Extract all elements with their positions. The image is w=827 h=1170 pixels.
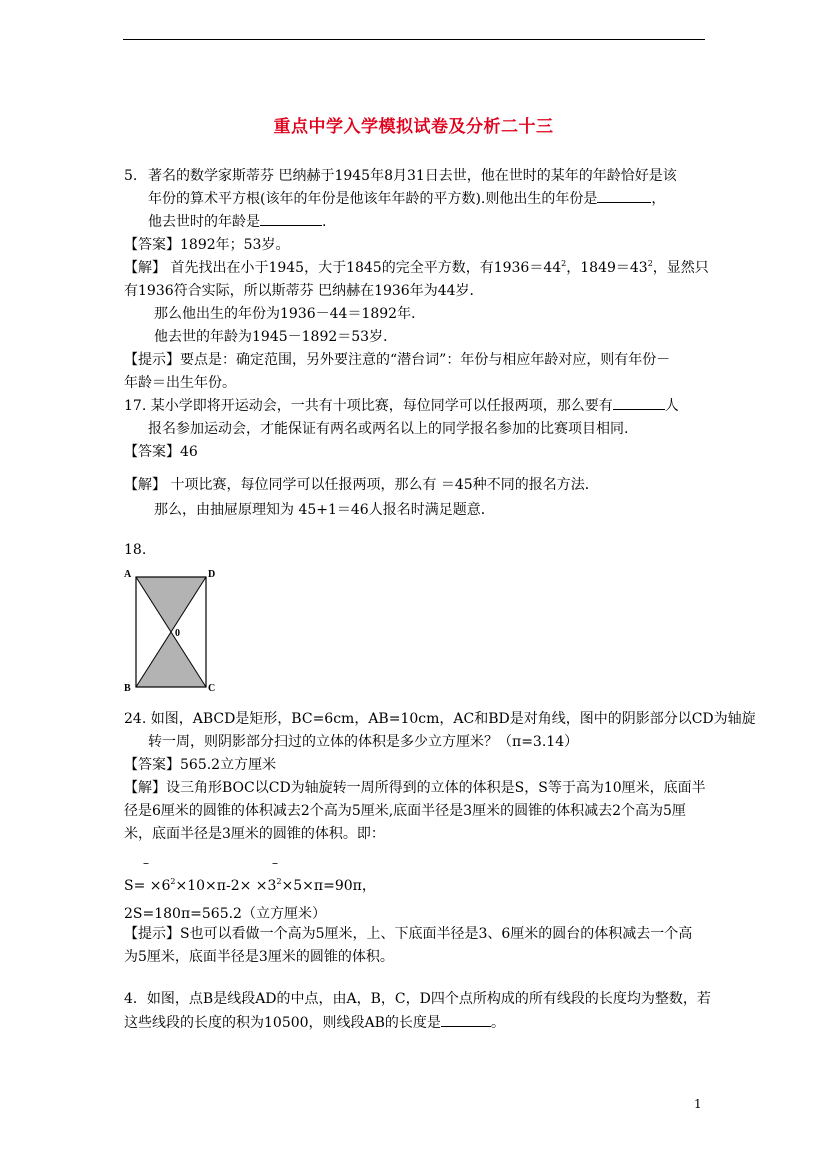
q17-answer: 【答案】46 bbox=[124, 444, 198, 460]
q5-line2-end: ， bbox=[651, 191, 666, 207]
q5-solution-label: 【解】 bbox=[124, 260, 166, 276]
shaded-triangle-top bbox=[136, 577, 206, 632]
shaded-triangle-bottom bbox=[136, 632, 206, 687]
q5-line2 bbox=[148, 190, 665, 208]
q24-solution-line3: 米，底面半径是3厘米的圆锥的体积。即： bbox=[124, 826, 385, 842]
q24-solution-line1: 【解】设三角形BOC以CD为轴旋转一周所得到的立体的体积是S，S等于高为10厘米，底面半 bbox=[124, 780, 706, 796]
q24-solution-line2: 径是6厘米的圆锥的体积减去2个高为5厘米,底面半径是3厘米的圆锥的体积减去2个高为5厘 bbox=[124, 803, 686, 819]
q5-solution-line4: 他去世的年龄为1945－1892＝53岁． bbox=[154, 329, 398, 345]
q5-blank-birth-year bbox=[597, 190, 651, 203]
q24-formula: $S= \times 6^2\times 10\times\pi-2\times \times 3^2\times 5\times\pi=90\pi$， bbox=[124, 877, 376, 894]
q24-hint-line1: 【提示】S也可以看做一个高为5厘米，上、下底面半径是3、6厘米的圆台的体积减去一个高 bbox=[124, 926, 693, 942]
q5-number: 5. bbox=[124, 168, 138, 184]
q5-solution-line3: 那么他出生的年份为1936－44＝1892年． bbox=[154, 306, 426, 322]
q5-line1: 著名的数学家斯蒂芬 巴纳赫于1945年8月31日去世，他在世时的某年的年龄恰好是该 bbox=[148, 168, 677, 184]
q24-line2: 转一周，则阴影部分扫过的立体的体积是多少立方厘米？（π=3.14） bbox=[148, 734, 579, 750]
q24-answer: 【答案】565.2立方厘米 bbox=[124, 757, 277, 773]
label-a: A bbox=[124, 569, 132, 580]
q17-line2: 报名参加运动会，才能保证有两名或两名以上的同学报名参加的比赛项目相同. bbox=[148, 421, 629, 437]
q5-solution-line1: 【解】 首先找出在小于1945，大于1845的完全平方数，有$1936=44^2$，$1849=43^2$，显然只 bbox=[124, 259, 709, 276]
q24-formula2: 2S=180π=565.2（立方厘米） bbox=[124, 906, 326, 922]
q5-hint-line1: 【提示】要点是：确定范围，另外要注意的“潜台词”：年份与相应年龄对应，则有年份－ bbox=[124, 352, 671, 368]
q17-solution-line1: 【解】 十项比赛，每位同学可以任报两项，那么有 ＝45种不同的报名方法． bbox=[124, 477, 599, 493]
q4-blank bbox=[441, 1014, 491, 1027]
fraction-bar-2: – bbox=[272, 856, 278, 870]
q5-line3 bbox=[148, 213, 326, 231]
page-number: 1 bbox=[694, 1097, 702, 1111]
label-d: D bbox=[208, 569, 216, 580]
page-title: 重点中学入学模拟试卷及分析二十三 bbox=[273, 117, 554, 137]
q4-line2: 这些线段的长度的积为10500，则线段AB的长度是 。 bbox=[124, 1015, 505, 1031]
q5-hint-line2: 年龄＝出生年份。 bbox=[124, 375, 236, 391]
q5-blank-age bbox=[260, 213, 322, 226]
q5-line2-text: 年份的算术平方根(该年的年份是他该年年龄的平方数).则他出生的年份是 bbox=[148, 191, 598, 207]
header-rule bbox=[123, 39, 705, 40]
q5-line3-end: . bbox=[322, 214, 327, 230]
label-c: C bbox=[208, 683, 216, 694]
rectangle-figure bbox=[122, 566, 232, 696]
q24-line1: 24. 如图，ABCD是矩形，BC=6cm，AB=10cm，AC和BD是对角线，图中的阴影部分以CD为轴旋 bbox=[124, 711, 756, 727]
fraction-bar-1: – bbox=[143, 856, 149, 870]
q5-answer: 【答案】1892年；53岁。 bbox=[124, 237, 290, 253]
q17-blank bbox=[613, 397, 665, 410]
q5-line3-text: 他去世时的年龄是 bbox=[148, 214, 260, 230]
q4-line1: 4．如图，点B是线段AD的中点，由A，B，C，D四个点所构成的所有线段的长度均为整数，若 bbox=[124, 991, 711, 1007]
q17-solution-line2: 那么，由抽屉原理知为 45+1＝46人报名时满足题意． bbox=[154, 502, 495, 518]
q18-number: 18. bbox=[124, 542, 147, 558]
q5-solution-line2: 有1936符合实际，所以斯蒂芬 巴纳赫在1936年为44岁． bbox=[124, 283, 484, 299]
label-b: B bbox=[124, 683, 131, 694]
q17-line1: 17. 某小学即将开运动会，一共有十项比赛，每位同学可以任报两项，那么要有 人 bbox=[124, 398, 679, 414]
label-o: 0 bbox=[175, 628, 180, 639]
q24-hint-line2: 为5厘米，底面半径是3厘米的圆锥的体积。 bbox=[124, 949, 394, 965]
